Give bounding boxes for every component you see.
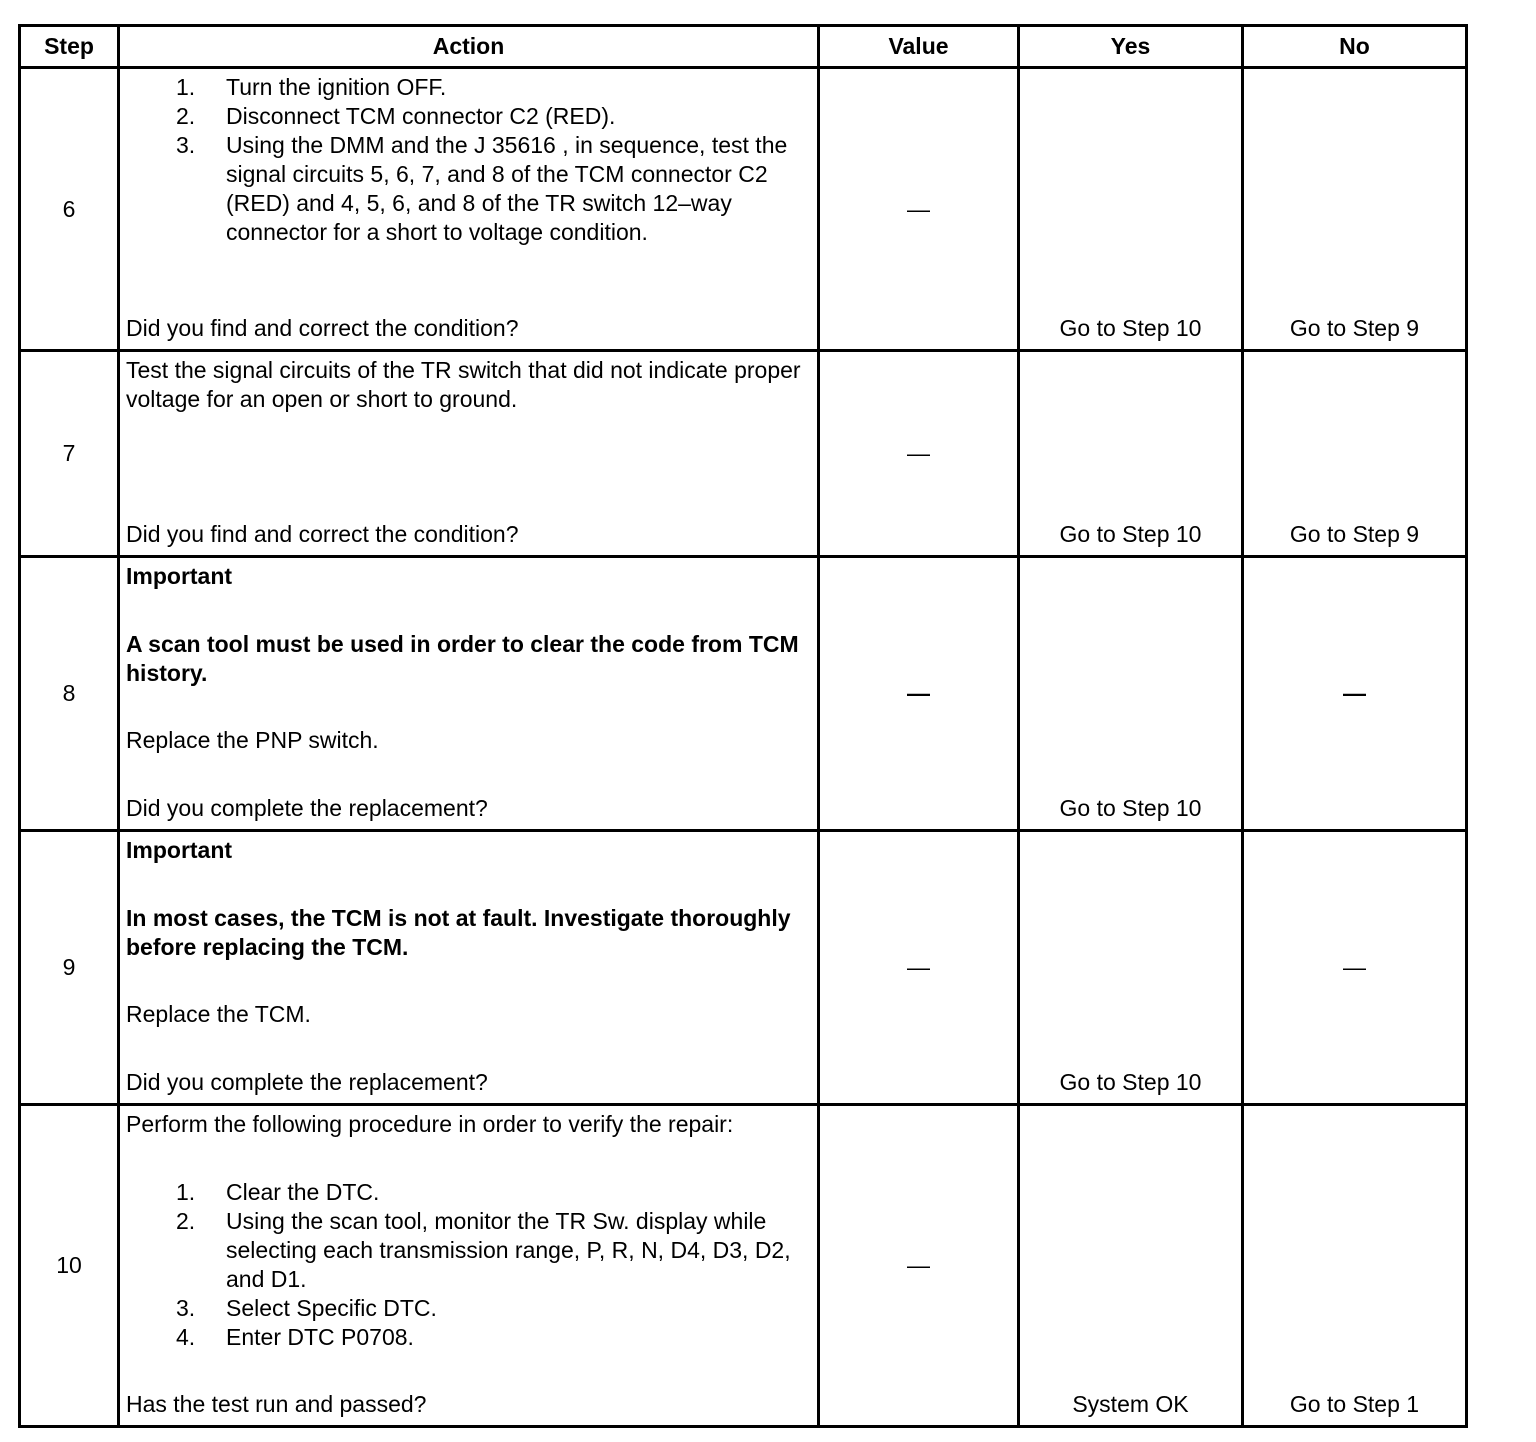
action-cell	[119, 1105, 819, 1427]
list-item: 4. Enter DTC P0708.	[176, 1323, 414, 1350]
table-row	[20, 1105, 1467, 1427]
header-step: Step	[20, 26, 119, 68]
step-number: 7	[20, 351, 119, 557]
diagnostic-table	[18, 24, 1468, 1428]
value-cell: —	[819, 351, 1019, 557]
no-cell: Go to Step 9	[1243, 68, 1467, 351]
no-cell: —	[1243, 557, 1467, 831]
yes-cell: Go to Step 10	[1019, 68, 1243, 351]
header-row	[20, 26, 1467, 68]
list-item: 2. Disconnect TCM connector C2 (RED).	[176, 103, 616, 129]
step-number: 10	[20, 1105, 119, 1427]
no-cell: Go to Step 1	[1243, 1105, 1467, 1427]
question-text: Did you complete the replacement?	[126, 794, 488, 821]
question-text: Did you find and correct the condition?	[126, 521, 519, 547]
step-number: 6	[20, 68, 119, 351]
header-value: Value	[819, 26, 1019, 68]
list-item: 1. Clear the DTC.	[176, 1178, 380, 1205]
action-steps	[126, 73, 811, 247]
no-cell: Go to Step 9	[1243, 351, 1467, 557]
table-row	[20, 557, 1467, 831]
question-text: Did you find and correct the condition?	[126, 315, 519, 341]
action-text: Test the signal circuits of the TR switch that did not indicate proper voltage for an open or short to ground.	[126, 357, 801, 412]
action-text: Replace the PNP switch.	[126, 727, 379, 754]
table-row	[20, 68, 1467, 351]
table-row	[20, 831, 1467, 1105]
important-note: A scan tool must be used in order to clear the code from TCM history.	[126, 630, 799, 686]
header-no: No	[1243, 26, 1467, 68]
list-item: 2. Using the scan tool, monitor the TR Sw. display while selecting each transmission range, P, R, N, D4, D3, D2, and D1.	[176, 1207, 791, 1292]
action-cell	[119, 831, 819, 1105]
action-cell	[119, 68, 819, 351]
value-cell: —	[819, 1105, 1019, 1427]
important-label: Important	[126, 563, 233, 589]
step-number: 8	[20, 557, 119, 831]
step-number: 9	[20, 831, 119, 1105]
action-steps	[126, 1178, 811, 1352]
question-text: Did you complete the replacement?	[126, 1068, 488, 1095]
yes-cell: Go to Step 10	[1019, 831, 1243, 1105]
action-cell	[119, 557, 819, 831]
table-row	[20, 351, 1467, 557]
question-text: Has the test run and passed?	[126, 1391, 427, 1417]
important-label: Important	[126, 837, 233, 863]
important-note: In most cases, the TCM is not at fault. Investigate thoroughly before replacing the TCM.	[126, 904, 791, 960]
yes-cell: Go to Step 10	[1019, 351, 1243, 557]
value-cell: —	[819, 831, 1019, 1105]
list-item: 3. Using the DMM and the J 35616 , in sequence, test the signal circuits 5, 6, 7, and 8 of the TCM connector C2 (RED) and 4, 5, 6, and 8 of the TR switch 12–way connector for a short to voltage condition.	[176, 132, 788, 245]
value-cell: —	[819, 557, 1019, 831]
yes-cell: System OK	[1019, 1105, 1243, 1427]
header-action: Action	[119, 26, 819, 68]
action-cell	[119, 351, 819, 557]
header-yes: Yes	[1019, 26, 1243, 68]
yes-cell: Go to Step 10	[1019, 557, 1243, 831]
action-intro: Perform the following procedure in order to verify the repair:	[126, 1111, 734, 1137]
list-item: 3. Select Specific DTC.	[176, 1294, 437, 1321]
list-item: 1. Turn the ignition OFF.	[176, 74, 447, 100]
no-cell: —	[1243, 831, 1467, 1105]
value-cell: —	[819, 68, 1019, 351]
action-text: Replace the TCM.	[126, 1001, 311, 1028]
